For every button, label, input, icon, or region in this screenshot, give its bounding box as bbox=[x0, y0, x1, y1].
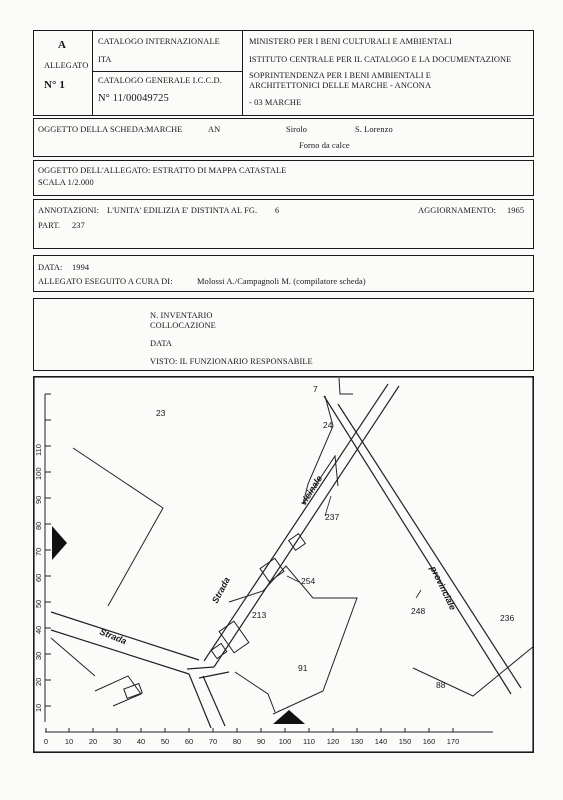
road-label: provinciale bbox=[428, 564, 459, 612]
x-scale bbox=[45, 728, 493, 732]
parcel-label: 213 bbox=[252, 610, 267, 620]
parcel-label: 23 bbox=[156, 408, 166, 418]
x-scale-label: 70 bbox=[208, 737, 218, 746]
oggetto-scheda-localita: S. Lorenzo bbox=[355, 125, 393, 134]
parcel-label: 248 bbox=[411, 606, 426, 616]
y-scale-label: 100 bbox=[34, 467, 43, 480]
west-marker-icon bbox=[52, 526, 67, 560]
part-label: PART. bbox=[38, 221, 61, 230]
allegato-eseguito-label: ALLEGATO ESEGUITO A CURA DI: bbox=[38, 277, 173, 286]
cadastral-map bbox=[33, 376, 534, 753]
numero-catalogo: N° 11/00049725 bbox=[98, 93, 169, 104]
annotazioni-foglio: 6 bbox=[275, 206, 280, 215]
x-scale-label: 60 bbox=[184, 737, 194, 746]
oggetto-scheda-regione: MARCHE bbox=[146, 125, 183, 134]
x-scale-label: 150 bbox=[398, 737, 412, 746]
soprintendenza-line-2: ARCHITETTONICI DELLE MARCHE - ANCONA bbox=[249, 81, 432, 90]
x-scale-label: 100 bbox=[278, 737, 292, 746]
x-scale-label: 50 bbox=[160, 737, 170, 746]
ministero: MINISTERO PER I BENI CULTURALI E AMBIENTALI bbox=[249, 37, 452, 46]
x-scale-label: 120 bbox=[326, 737, 340, 746]
x-scale-label: 110 bbox=[303, 737, 315, 746]
istituto: ISTITUTO CENTRALE PER IL CATALOGO E LA DOCUMENTAZIONE bbox=[249, 55, 512, 64]
x-scale-label: 0 bbox=[43, 737, 49, 746]
oggetto-scheda-label: OGGETTO DELLA SCHEDA: bbox=[38, 125, 147, 134]
x-scale-label: 140 bbox=[374, 737, 388, 746]
ita-code: ITA bbox=[98, 55, 112, 64]
header-divider-h bbox=[92, 71, 242, 72]
y-scale-label: 40 bbox=[34, 625, 43, 634]
header-divider-1 bbox=[92, 30, 93, 116]
road-labels bbox=[98, 474, 458, 647]
annotazioni-label: ANNOTAZIONI: bbox=[38, 206, 100, 215]
parcel-label: 7 bbox=[313, 384, 318, 394]
oggetto-scheda-oggetto: Forno da calce bbox=[299, 141, 350, 150]
x-scale-label: 80 bbox=[232, 737, 242, 746]
catalogo-internazionale: CATALOGO INTERNAZIONALE bbox=[98, 37, 220, 46]
parcel-label: 237 bbox=[325, 512, 340, 522]
parcel-label: 254 bbox=[301, 576, 316, 586]
x-scale-label: 160 bbox=[422, 737, 436, 746]
strada-vicinale-road bbox=[187, 384, 399, 678]
parcel-label: 91 bbox=[298, 663, 308, 673]
y-scale-label: 50 bbox=[34, 599, 43, 608]
data-label: DATA: bbox=[38, 263, 63, 272]
oggetto-scheda-box bbox=[33, 118, 534, 157]
x-scale-label: 170 bbox=[446, 737, 460, 746]
regione-code: - 03 MARCHE bbox=[249, 98, 302, 107]
x-scale-label: 40 bbox=[136, 737, 146, 746]
y-scale-label: 20 bbox=[34, 677, 43, 686]
y-scale-label: 10 bbox=[34, 703, 43, 712]
y-scale-label: 110 bbox=[34, 444, 43, 456]
soprintendenza-line-1: SOPRINTENDENZA PER I BENI AMBIENTALI E bbox=[249, 71, 432, 80]
parcel-label: 236 bbox=[500, 613, 515, 623]
annotazioni-text: L'UNITA' EDILIZIA E' DISTINTA AL FG. bbox=[107, 206, 258, 215]
parcel-label: 24 bbox=[323, 420, 333, 430]
header-divider-2 bbox=[242, 30, 243, 116]
y-scale-labels bbox=[34, 444, 43, 712]
x-scale-label: 90 bbox=[256, 737, 266, 746]
road-label: Strada bbox=[209, 575, 232, 605]
y-scale-label: 60 bbox=[34, 573, 43, 582]
road-label: Strada bbox=[98, 626, 128, 647]
visto-funzionario: VISTO: IL FUNZIONARIO RESPONSABILE bbox=[150, 357, 313, 366]
y-scale-label: 80 bbox=[34, 521, 43, 530]
n-inventario: N. INVENTARIO bbox=[150, 311, 213, 320]
allegato-eseguito-value: Molossi A./Campagnoli M. (compilatore scheda) bbox=[197, 277, 366, 286]
catalogo-generale: CATALOGO GENERALE I.C.C.D. bbox=[98, 76, 222, 85]
strada-provinciale-road bbox=[324, 396, 521, 694]
parcel-labels bbox=[156, 384, 514, 690]
part-value: 237 bbox=[72, 221, 85, 230]
data-value: 1994 bbox=[72, 263, 90, 272]
x-scale-label: 30 bbox=[112, 737, 122, 746]
allegato-number: N° 1 bbox=[44, 79, 65, 91]
oggetto-allegato-line-1: OGGETTO DELL'ALLEGATO: ESTRATTO DI MAPPA CATASTALE bbox=[38, 166, 287, 175]
allegato-label: ALLEGATO bbox=[44, 61, 89, 70]
oggetto-scheda-provincia: AN bbox=[208, 125, 221, 134]
x-scale-label: 10 bbox=[64, 737, 74, 746]
map-frame bbox=[34, 377, 533, 752]
x-scale-labels bbox=[44, 737, 459, 746]
x-scale-label: 20 bbox=[88, 737, 98, 746]
parcel-label: 88 bbox=[436, 680, 446, 690]
header-letter: A bbox=[58, 39, 67, 51]
parcel-boundaries bbox=[51, 378, 534, 714]
x-scale-label: 130 bbox=[350, 737, 364, 746]
y-scale-label: 90 bbox=[34, 495, 43, 504]
oggetto-allegato-line-2: SCALA 1/2.000 bbox=[38, 178, 94, 187]
aggiornamento-value: 1965 bbox=[507, 206, 525, 215]
inventario-data: DATA bbox=[150, 339, 173, 348]
y-scale bbox=[45, 394, 51, 722]
oggetto-scheda-comune: Sirolo bbox=[286, 125, 308, 134]
collocazione: COLLOCAZIONE bbox=[150, 321, 216, 330]
road-label: vicinale bbox=[298, 473, 325, 508]
y-scale-label: 30 bbox=[34, 651, 43, 660]
strada-lower-road bbox=[51, 612, 225, 728]
y-scale-label: 70 bbox=[34, 547, 43, 556]
aggiornamento-label: AGGIORNAMENTO: bbox=[418, 206, 497, 215]
